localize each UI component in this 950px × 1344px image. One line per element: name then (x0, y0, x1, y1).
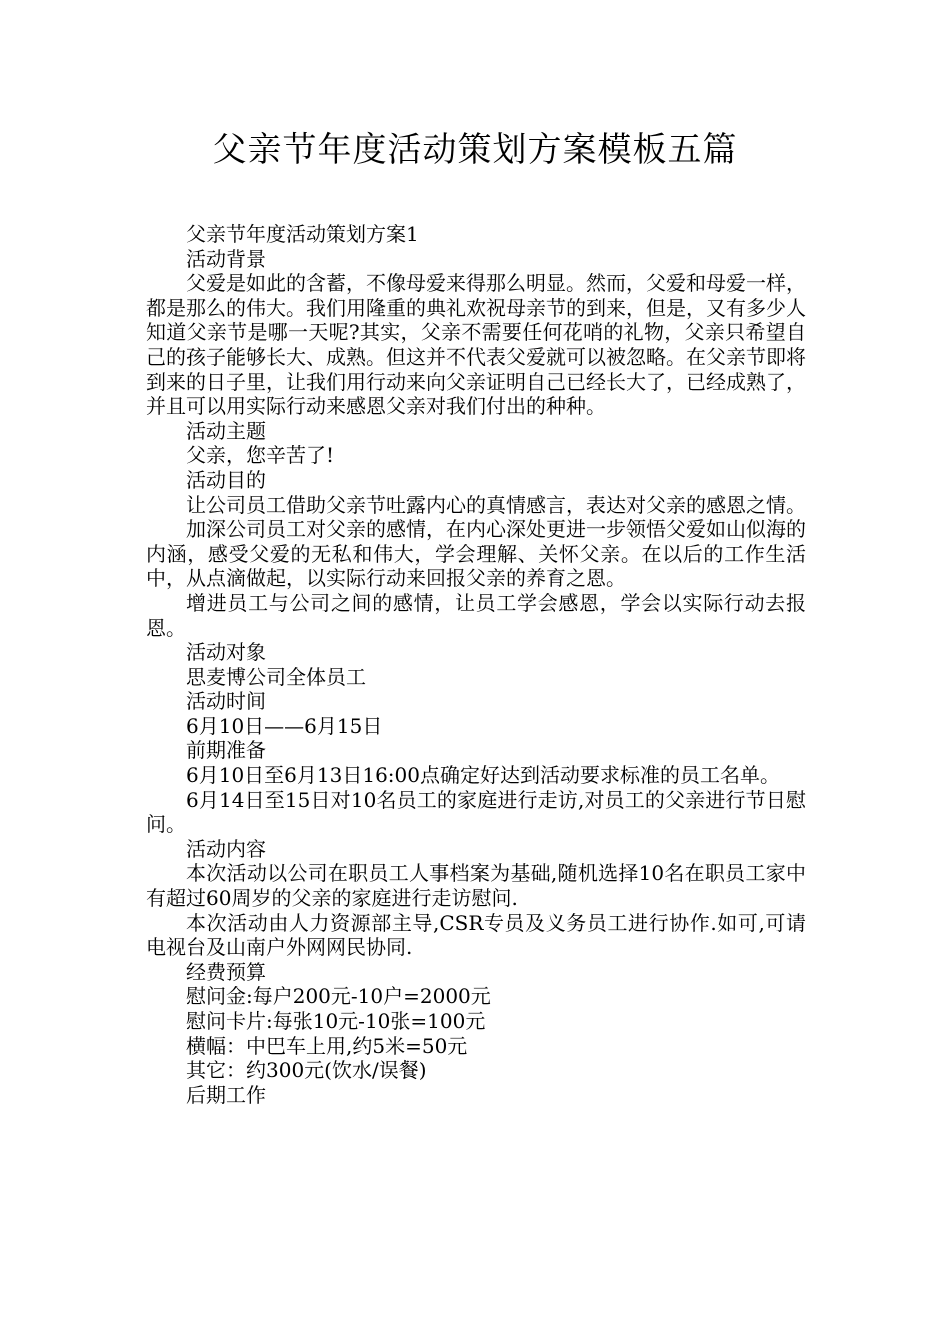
paragraph: 本次活动以公司在职员工人事档案为基础,随机选择10名在职员工家中有超过60周岁的父亲的家庭进行走访慰问. (146, 861, 806, 911)
paragraph: 增进员工与公司之间的感情，让员工学会感恩，学会以实际行动去报恩。 (146, 590, 806, 640)
paragraph: 父亲节年度活动策划方案1 (186, 222, 419, 246)
document-body (146, 222, 806, 1107)
paragraph: 横幅：中巴车上用,约5米=50元 (186, 1033, 468, 1058)
paragraph: 6月10日——6月15日 (186, 713, 383, 738)
paragraph: 父亲，您辛苦了! (186, 443, 335, 468)
paragraph: 前期准备 (186, 738, 266, 763)
paragraph: 活动背景 (186, 246, 266, 271)
paragraph: 后期工作 (186, 1082, 266, 1107)
paragraph: 父爱是如此的含蓄，不像母爱来得那么明显。然而，父爱和母爱一样，都是那么的伟大。我们用隆重的典礼欢祝母亲节的到来，但是，又有多少人知道父亲节是哪一天呢?其实，父亲不需要任何花哨的礼物，父亲只希望自己的孩子能够长大、成熟。但这并不代表父爱就可以被忽略。在父亲节即将到来的日子里，让我们用行动来向父亲证明自己已经长大了，已经成熟了，并且可以用实际行动来感恩父亲对我们付出的种种。 (146, 271, 806, 419)
paragraph: 6月10日至6月13日16:00点确定好达到活动要求标准的员工名单。 (186, 763, 780, 788)
document-title: 父亲节年度活动策划方案模板五篇 (212, 130, 738, 170)
paragraph: 思麦博公司全体员工 (186, 664, 366, 689)
paragraph: 6月14日至15日对10名员工的家庭进行走访,对员工的父亲进行节日慰问。 (146, 787, 806, 837)
paragraph: 活动目的 (186, 467, 266, 492)
paragraph: 慰问金:每户200元-10户=2000元 (186, 984, 491, 1009)
paragraph: 加深公司员工对父亲的感情，在内心深处更进一步领悟父爱如山似海的内涵，感受父爱的无私和伟大，学会理解、关怀父亲。在以后的工作生活中，从点滴做起，以实际行动来回报父亲的养育之恩。 (146, 517, 806, 591)
paragraph: 活动内容 (186, 836, 266, 861)
paragraph: 让公司员工借助父亲节吐露内心的真情感言，表达对父亲的感恩之情。 (186, 492, 806, 517)
paragraph: 活动对象 (186, 640, 266, 665)
paragraph: 活动时间 (186, 689, 266, 714)
paragraph: 其它：约300元(饮水/误餐) (186, 1058, 427, 1083)
paragraph: 慰问卡片:每张10元-10张=100元 (186, 1009, 486, 1033)
paragraph: 活动主题 (186, 418, 266, 443)
paragraph: 本次活动由人力资源部主导,CSR专员及义务员工进行协作.如可,可请电视台及山南户外网网民协同. (146, 910, 806, 960)
paragraph: 经费预算 (186, 959, 266, 984)
